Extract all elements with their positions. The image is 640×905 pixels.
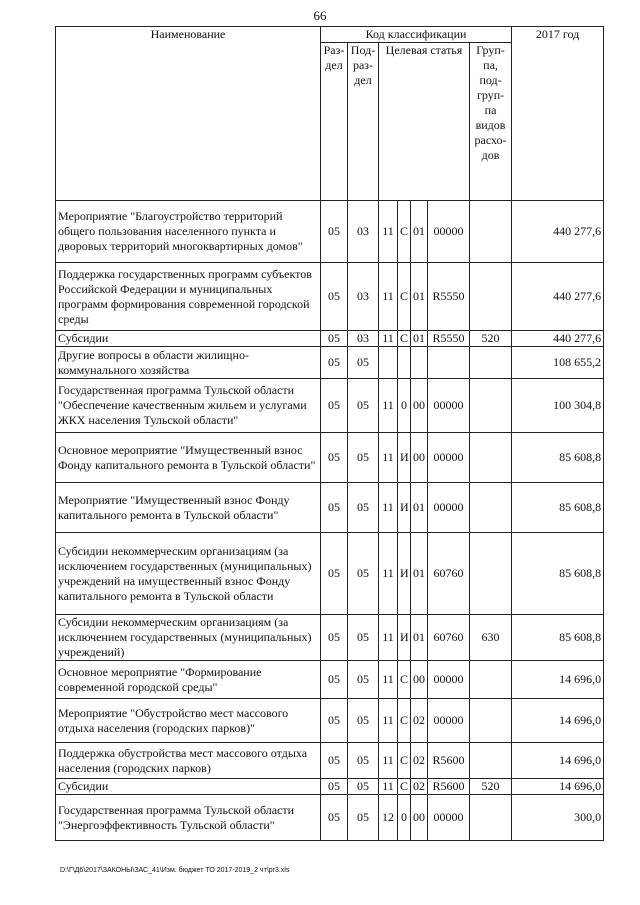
- row-name: Субсидии некоммерческим организациям (за исключением государственных (муниципальных) учреждений): [56, 615, 321, 661]
- row-expense-group: [470, 379, 512, 433]
- row-target-direction: 00000: [428, 433, 470, 483]
- row-target-subprogram: С: [398, 331, 411, 347]
- row-amount: 14 696,0: [512, 661, 604, 699]
- table-row: [56, 661, 604, 699]
- row-expense-group: [470, 483, 512, 533]
- row-expense-group: [470, 433, 512, 483]
- row-subsection: 05: [348, 779, 379, 795]
- row-subsection: 05: [348, 795, 379, 841]
- row-target-event: 01: [411, 263, 428, 331]
- row-section: 05: [321, 533, 348, 615]
- row-target-subprogram: 0: [398, 379, 411, 433]
- row-amount: 100 304,8: [512, 379, 604, 433]
- row-name: Субсидии некоммерческим организациям (за исключением государственных (муниципальных) учреждений на имущественный взнос Фонду капитального ремонта в Тульской области: [56, 533, 321, 615]
- row-target-direction: 00000: [428, 699, 470, 743]
- row-target-direction: 00000: [428, 795, 470, 841]
- row-target-event: 02: [411, 743, 428, 779]
- row-target-subprogram: 0: [398, 795, 411, 841]
- row-target-subprogram: И: [398, 533, 411, 615]
- row-target-direction: R5600: [428, 743, 470, 779]
- row-target-direction: 60760: [428, 533, 470, 615]
- row-target-program: 11: [379, 483, 398, 533]
- table-row: [56, 201, 604, 263]
- row-name: Субсидии: [56, 779, 321, 795]
- row-target-event: 01: [411, 483, 428, 533]
- row-section: 05: [321, 347, 348, 379]
- row-amount: 440 277,6: [512, 263, 604, 331]
- row-target-direction: R5550: [428, 331, 470, 347]
- row-amount: 440 277,6: [512, 201, 604, 263]
- row-target-event: 00: [411, 433, 428, 483]
- row-subsection: 05: [348, 699, 379, 743]
- row-section: 05: [321, 483, 348, 533]
- row-section: 05: [321, 743, 348, 779]
- row-amount: 14 696,0: [512, 779, 604, 795]
- table-row: [56, 743, 604, 779]
- row-name: Субсидии: [56, 331, 321, 347]
- row-amount: 300,0: [512, 795, 604, 841]
- row-name: Мероприятие "Обустройство мест массового отдыха населения (городских парков)": [56, 699, 321, 743]
- row-name: Основное мероприятие "Формирование современной городской среды": [56, 661, 321, 699]
- row-target-subprogram: [398, 347, 411, 379]
- row-target-event: 02: [411, 779, 428, 795]
- row-subsection: 03: [348, 331, 379, 347]
- row-expense-group: [470, 263, 512, 331]
- row-target-program: 11: [379, 263, 398, 331]
- row-name: Другие вопросы в области жилищно-коммунального хозяйства: [56, 347, 321, 379]
- table-row: [56, 379, 604, 433]
- header-name: Наименование: [56, 27, 321, 201]
- row-amount: 14 696,0: [512, 699, 604, 743]
- row-target-program: 11: [379, 201, 398, 263]
- row-target-program: 11: [379, 743, 398, 779]
- row-target-program: 11: [379, 779, 398, 795]
- row-subsection: 05: [348, 433, 379, 483]
- table-row: [56, 331, 604, 347]
- row-amount: 440 277,6: [512, 331, 604, 347]
- row-expense-group: [470, 201, 512, 263]
- table-row: [56, 779, 604, 795]
- row-subsection: 03: [348, 263, 379, 331]
- row-target-subprogram: С: [398, 743, 411, 779]
- file-path-footer: D:\Г\Д6\2017\ЗАКОНЫ\ЗАС_41\Изм. бюджет ТО 2017-2019_2 чт\pr3.xls: [60, 867, 290, 874]
- row-target-subprogram: С: [398, 201, 411, 263]
- row-subsection: 05: [348, 743, 379, 779]
- row-target-program: 11: [379, 661, 398, 699]
- row-target-direction: 00000: [428, 379, 470, 433]
- row-target-direction: 60760: [428, 615, 470, 661]
- row-section: 05: [321, 433, 348, 483]
- row-target-subprogram: С: [398, 263, 411, 331]
- row-amount: 85 608,8: [512, 433, 604, 483]
- table-row: [56, 433, 604, 483]
- row-expense-group: [470, 661, 512, 699]
- row-target-subprogram: С: [398, 661, 411, 699]
- row-target-program: 12: [379, 795, 398, 841]
- row-target-program: 11: [379, 699, 398, 743]
- row-expense-group: [470, 699, 512, 743]
- row-target-program: 11: [379, 433, 398, 483]
- row-amount: 85 608,8: [512, 533, 604, 615]
- row-section: 05: [321, 661, 348, 699]
- row-subsection: 05: [348, 661, 379, 699]
- row-amount: 85 608,8: [512, 483, 604, 533]
- row-section: 05: [321, 779, 348, 795]
- row-expense-group: 520: [470, 779, 512, 795]
- row-subsection: 05: [348, 347, 379, 379]
- row-section: 05: [321, 795, 348, 841]
- row-section: 05: [321, 263, 348, 331]
- row-subsection: 03: [348, 201, 379, 263]
- row-name: Государственная программа Тульской области "Энергоэффективность Тульской области": [56, 795, 321, 841]
- row-target-subprogram: С: [398, 779, 411, 795]
- page-number: 66: [313, 8, 327, 23]
- row-amount: 108 655,2: [512, 347, 604, 379]
- header-target-article: Целевая статья: [379, 43, 470, 201]
- row-target-event: 01: [411, 533, 428, 615]
- row-section: 05: [321, 201, 348, 263]
- row-name: Поддержка обустройства мест массового отдыха населения (городских парков): [56, 743, 321, 779]
- row-target-event: 01: [411, 615, 428, 661]
- row-subsection: 05: [348, 483, 379, 533]
- row-target-direction: R5550: [428, 263, 470, 331]
- row-subsection: 05: [348, 615, 379, 661]
- row-section: 05: [321, 379, 348, 433]
- row-section: 05: [321, 615, 348, 661]
- budget-table: [55, 26, 604, 841]
- table-row: [56, 263, 604, 331]
- row-target-event: 01: [411, 201, 428, 263]
- row-target-direction: [428, 347, 470, 379]
- row-target-subprogram: С: [398, 699, 411, 743]
- row-target-direction: 00000: [428, 201, 470, 263]
- row-amount: 14 696,0: [512, 743, 604, 779]
- row-subsection: 05: [348, 379, 379, 433]
- row-target-direction: 00000: [428, 483, 470, 533]
- row-expense-group: [470, 743, 512, 779]
- table-row: [56, 483, 604, 533]
- table-row: [56, 795, 604, 841]
- row-expense-group: 630: [470, 615, 512, 661]
- table-row: [56, 699, 604, 743]
- row-target-subprogram: И: [398, 483, 411, 533]
- row-target-event: [411, 347, 428, 379]
- row-subsection: 05: [348, 533, 379, 615]
- header-subsection: Под- раз- дел: [348, 43, 379, 201]
- row-target-direction: 00000: [428, 661, 470, 699]
- row-name: Мероприятие "Благоустройство территорий общего пользования населенного пункта и дворовых территорий многоквартирных домов": [56, 201, 321, 263]
- row-expense-group: [470, 347, 512, 379]
- row-name: Мероприятие "Имущественный взнос Фонду капитального ремонта в Тульской области": [56, 483, 321, 533]
- row-expense-group: 520: [470, 331, 512, 347]
- row-target-event: 00: [411, 795, 428, 841]
- row-target-subprogram: И: [398, 615, 411, 661]
- table-row: [56, 615, 604, 661]
- row-amount: 85 608,8: [512, 615, 604, 661]
- row-expense-group: [470, 795, 512, 841]
- row-target-event: 02: [411, 699, 428, 743]
- row-target-program: 11: [379, 615, 398, 661]
- row-name: Поддержка государственных программ субъектов Российской Федерации и муниципальных программ формирования современной городской среды: [56, 263, 321, 331]
- row-target-event: 01: [411, 331, 428, 347]
- row-name: Основное мероприятие "Имущественный взнос Фонду капитального ремонта в Тульской области": [56, 433, 321, 483]
- header-code: Код классификации: [321, 27, 512, 43]
- row-target-subprogram: И: [398, 433, 411, 483]
- row-target-event: 00: [411, 661, 428, 699]
- header-section: Раз- дел: [321, 43, 348, 201]
- row-target-program: 11: [379, 331, 398, 347]
- row-target-program: [379, 347, 398, 379]
- row-section: 05: [321, 699, 348, 743]
- header-expense-group: Груп- па, под- груп- па видов расхо- дов: [470, 43, 512, 201]
- row-target-program: 11: [379, 533, 398, 615]
- header-year: 2017 год: [512, 27, 604, 201]
- row-section: 05: [321, 331, 348, 347]
- row-target-direction: R5600: [428, 779, 470, 795]
- row-name: Государственная программа Тульской области "Обеспечение качественным жильем и услугами ЖКХ населения Тульской области": [56, 379, 321, 433]
- row-target-event: 00: [411, 379, 428, 433]
- table-row: [56, 533, 604, 615]
- table-row: [56, 347, 604, 379]
- row-expense-group: [470, 533, 512, 615]
- row-target-program: 11: [379, 379, 398, 433]
